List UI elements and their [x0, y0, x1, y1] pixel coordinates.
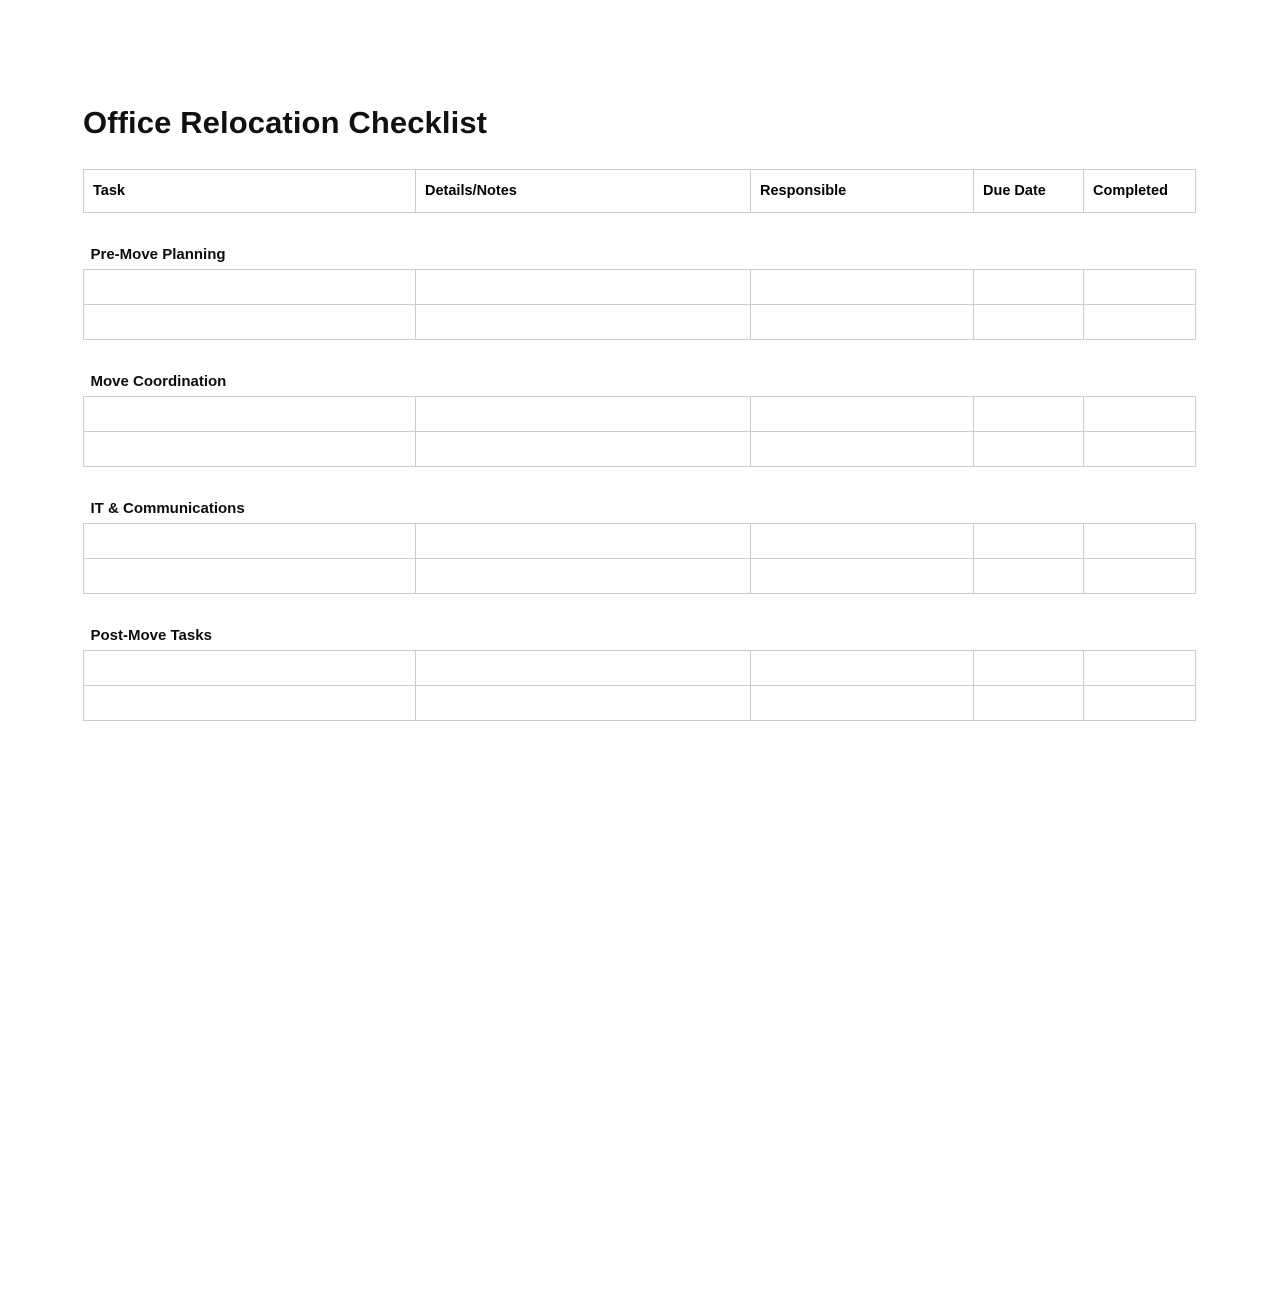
cell-task[interactable]: [84, 651, 416, 686]
table-row: [84, 397, 1196, 432]
cell-text-task: [93, 568, 406, 585]
cell-text-task: [93, 314, 406, 331]
cell-completed[interactable]: [1084, 686, 1196, 721]
cell-text-details: [425, 568, 741, 585]
cell-text-responsible: [760, 695, 964, 712]
cell-task[interactable]: [84, 270, 416, 305]
cell-details[interactable]: [416, 651, 751, 686]
cell-responsible[interactable]: [751, 559, 974, 594]
table-row: [84, 432, 1196, 467]
column-header-task[interactable]: Task: [84, 170, 416, 213]
cell-task[interactable]: [84, 305, 416, 340]
cell-text-due_date: [983, 279, 1074, 296]
cell-due_date[interactable]: [974, 432, 1084, 467]
cell-task[interactable]: [84, 524, 416, 559]
cell-due_date[interactable]: [974, 270, 1084, 305]
section-header-row: [84, 627, 1196, 651]
cell-text-task: [93, 695, 406, 712]
cell-text-responsible: [760, 660, 964, 677]
cell-details[interactable]: [416, 432, 751, 467]
cell-text-completed: [1093, 568, 1186, 585]
table-row: [84, 524, 1196, 559]
section-label: Pre-Move Planning: [84, 246, 1196, 270]
cell-completed[interactable]: [1084, 397, 1196, 432]
cell-details[interactable]: [416, 686, 751, 721]
cell-text-due_date: [983, 533, 1074, 550]
cell-text-responsible: [760, 533, 964, 550]
table-body: [84, 213, 1196, 721]
cell-text-completed: [1093, 533, 1186, 550]
table-row: [84, 559, 1196, 594]
cell-text-due_date: [983, 441, 1074, 458]
section-spacer-cell: [84, 594, 1196, 628]
cell-text-due_date: [983, 406, 1074, 423]
cell-task[interactable]: [84, 432, 416, 467]
cell-text-completed: [1093, 406, 1186, 423]
cell-completed[interactable]: [1084, 432, 1196, 467]
cell-text-task: [93, 660, 406, 677]
cell-due_date[interactable]: [974, 686, 1084, 721]
cell-text-due_date: [983, 314, 1074, 331]
cell-details[interactable]: [416, 559, 751, 594]
cell-due_date[interactable]: [974, 397, 1084, 432]
cell-completed[interactable]: [1084, 559, 1196, 594]
cell-text-task: [93, 441, 406, 458]
cell-due_date[interactable]: [974, 524, 1084, 559]
section-spacer-cell: [84, 213, 1196, 247]
cell-text-responsible: [760, 406, 964, 423]
section-spacer: [84, 213, 1196, 247]
cell-completed[interactable]: [1084, 270, 1196, 305]
cell-text-responsible: [760, 279, 964, 296]
column-header-details[interactable]: Details/Notes: [416, 170, 751, 213]
cell-text-task: [93, 533, 406, 550]
cell-text-completed: [1093, 441, 1186, 458]
document-body: [83, 104, 1195, 721]
table-header: [84, 170, 1196, 213]
cell-task[interactable]: [84, 686, 416, 721]
cell-text-responsible: [760, 568, 964, 585]
section-spacer: [84, 340, 1196, 374]
cell-text-due_date: [983, 568, 1074, 585]
section-spacer-cell: [84, 467, 1196, 501]
cell-responsible[interactable]: [751, 524, 974, 559]
cell-text-due_date: [983, 660, 1074, 677]
cell-responsible[interactable]: [751, 305, 974, 340]
cell-task[interactable]: [84, 397, 416, 432]
cell-responsible[interactable]: [751, 651, 974, 686]
cell-details[interactable]: [416, 397, 751, 432]
table-header-row: [84, 170, 1196, 213]
column-header-responsible[interactable]: Responsible: [751, 170, 974, 213]
cell-text-details: [425, 314, 741, 331]
table-row: [84, 270, 1196, 305]
cell-text-details: [425, 441, 741, 458]
cell-text-task: [93, 279, 406, 296]
cell-text-details: [425, 660, 741, 677]
cell-text-responsible: [760, 441, 964, 458]
column-header-completed[interactable]: Completed: [1084, 170, 1196, 213]
section-header-row: [84, 246, 1196, 270]
cell-text-completed: [1093, 660, 1186, 677]
section-label: Post-Move Tasks: [84, 627, 1196, 651]
cell-text-details: [425, 695, 741, 712]
cell-task[interactable]: [84, 559, 416, 594]
cell-text-task: [93, 406, 406, 423]
cell-completed[interactable]: [1084, 305, 1196, 340]
cell-text-completed: [1093, 695, 1186, 712]
cell-completed[interactable]: [1084, 651, 1196, 686]
cell-text-details: [425, 406, 741, 423]
cell-text-details: [425, 279, 741, 296]
cell-due_date[interactable]: [974, 305, 1084, 340]
section-spacer: [84, 467, 1196, 501]
cell-responsible[interactable]: [751, 270, 974, 305]
page-title: Office Relocation Checklist: [83, 105, 488, 140]
cell-text-completed: [1093, 279, 1186, 296]
checklist-table: [83, 169, 1196, 721]
table-row: [84, 305, 1196, 340]
section-header-row: [84, 500, 1196, 524]
cell-details[interactable]: [416, 524, 751, 559]
section-label: Move Coordination: [84, 373, 1196, 397]
cell-details[interactable]: [416, 270, 751, 305]
section-spacer: [84, 594, 1196, 628]
section-header-row: [84, 373, 1196, 397]
cell-responsible[interactable]: [751, 397, 974, 432]
table-row: [84, 651, 1196, 686]
cell-due_date[interactable]: [974, 651, 1084, 686]
cell-completed[interactable]: [1084, 524, 1196, 559]
section-spacer-cell: [84, 340, 1196, 374]
cell-text-details: [425, 533, 741, 550]
cell-text-completed: [1093, 314, 1186, 331]
column-header-due-date[interactable]: Due Date: [974, 170, 1084, 213]
cell-responsible[interactable]: [751, 432, 974, 467]
cell-text-due_date: [983, 695, 1074, 712]
cell-responsible[interactable]: [751, 686, 974, 721]
cell-text-responsible: [760, 314, 964, 331]
cell-due_date[interactable]: [974, 559, 1084, 594]
cell-details[interactable]: [416, 305, 751, 340]
section-label: IT & Communications: [84, 500, 1196, 524]
table-row: [84, 686, 1196, 721]
